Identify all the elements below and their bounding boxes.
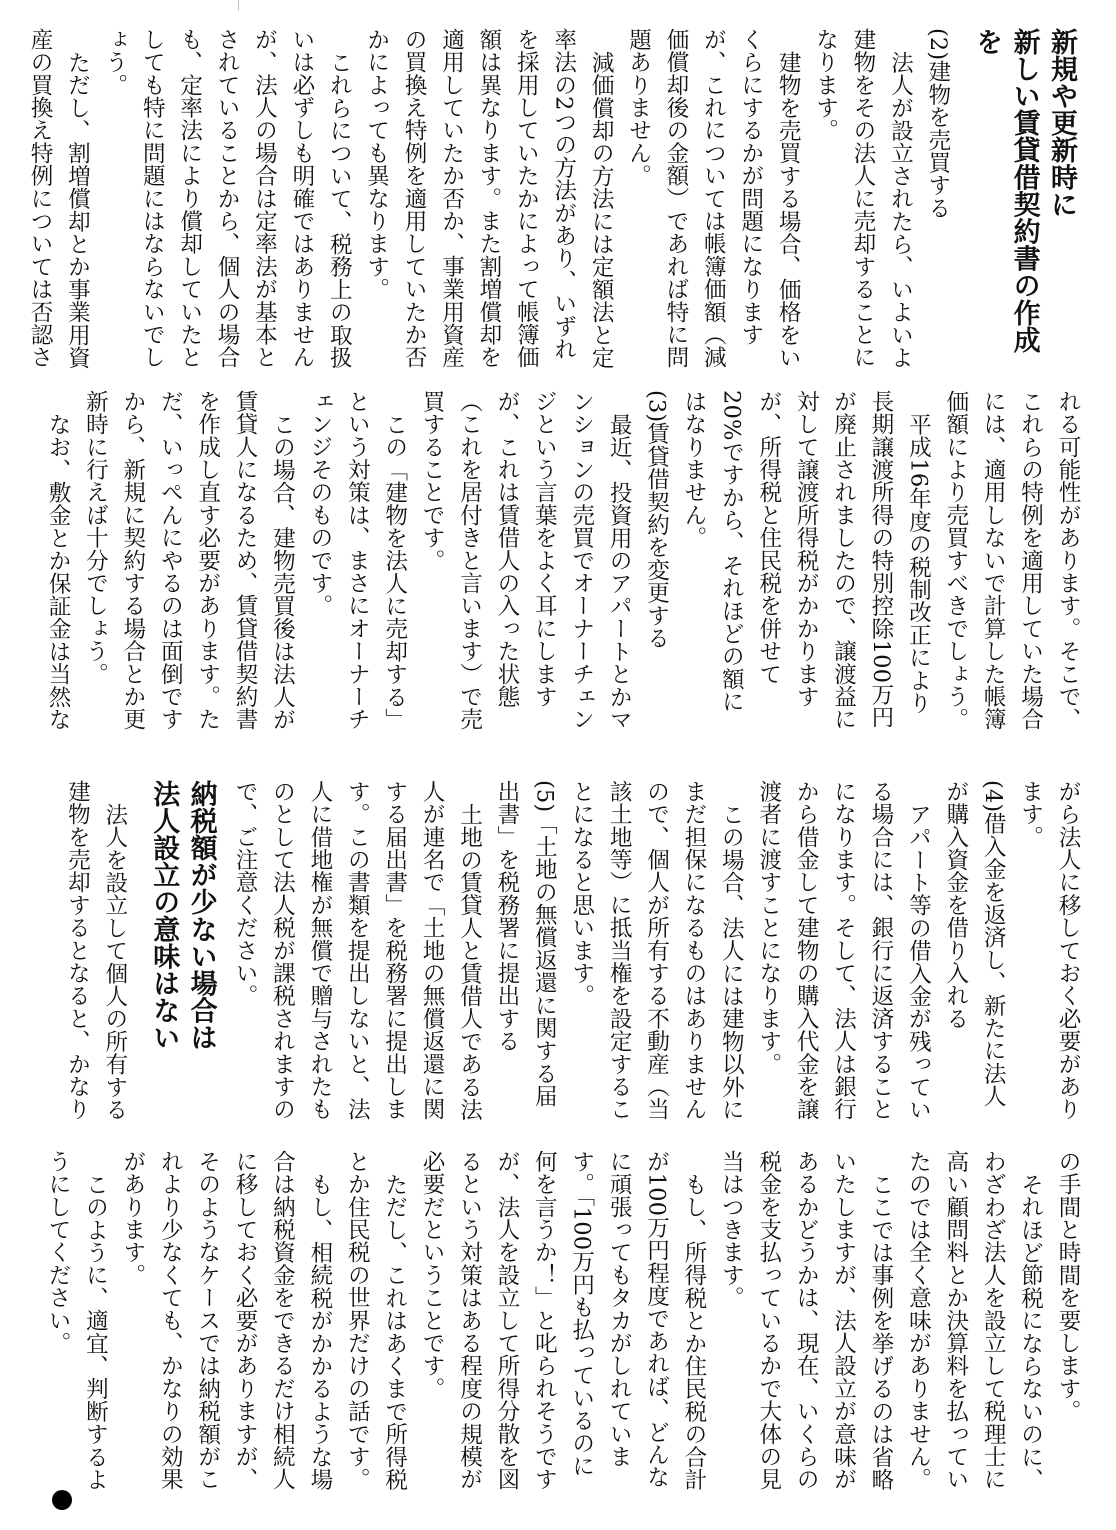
paragraph: ここでは事例を挙げるのは省略いたしますが、法人設立が意味があるかどうかは、現在、いくらの税金を支払っているかで大体の見当はつきます。 [718,1150,894,1491]
paragraph: それほど節税にならないのに、わざわざ法人を設立して税理士に高い顧問料とか決算料を払っていたのでは全く意味がありません。 [905,1150,1044,1491]
paragraph-continued: れる可能性があります。そこで、これらの特例を適用していた場合には、適用しないで計算した帳簿価額により売買すべきでしょう。 [942,390,1081,731]
paragraph: ただし、割増償却とか事業用資産の買換え特例については否認さ [27,28,91,369]
paragraph: これらについて、税務上の取扱いは必ずしも明確ではありませんが、法人の場合は定率法が基本とされていることから、個人の場合も、定率法により償却していたとしても特に問題にはならないでしょう。 [101,28,353,369]
tier-4 [26,1150,1086,1495]
subheading-2: (2)建物を売買する [924,28,951,220]
paragraph: このように、適宜、判断するようにしてください。 [45,1150,109,1491]
paragraph: ただし、これはあくまで所得税とか住民税の世界だけの話です。 [344,1150,408,1491]
subheading-4: (4)借入金を返済し、新たに法人が購入資金を借り入れる [942,780,1007,1108]
paragraph: 土地の賃貸人と賃借人である法人が連名で「土地の無償返還に関する届出書」を税務署に提出します。この書類を提出しないと、法人に借地権が無償で贈与されたものとして法人税が課税されますので、ご注意ください。 [232,780,483,1121]
heading-line-1: 新規や更新時に [1046,28,1077,218]
paragraph: 減価償却の方法には定額法と定率法の2つの方法があり、いずれを採用していたかによって帳簿価額は異なります。また割増償却を適用していたか否か、事業用資産の買換え特例を適用していたか否かによっても異なります。 [363,28,615,369]
paragraph: 建物を売買する場合、価格をいくらにするかが問題になりますが、これについては帳簿価額（減価償却後の金額）であれば特に問題ありません。 [625,28,802,369]
subheading-5: (5)「土地の無償返還に関する届出書」を税務署に提出する [493,780,558,1108]
heading-line-2: 新しい賃貸借契約書の作成を [971,28,1040,354]
paragraph: 平成16年度の税制改正により長期譲渡所得の特別控除100万円が廃止されましたので、譲渡益に対して譲渡所得税がかかりますが、所得税と住民税を併せて20%ですから、それほどの額にはなりません。 [680,390,932,731]
paragraph-continued: がら法人に移しておく必要があります。 [1017,780,1081,1121]
section-heading [145,780,220,1125]
tier-1 [26,28,1086,373]
paragraph: この場合、法人には建物以外にまだ担保になるものはありませんので、個人が所有する不動産（当該土地等）に抵当権を設定することになると思います。 [568,780,745,1121]
paragraph: 最近、投資用のアパートとかマンションの売買でオーナーチェンジという言葉をよく耳にしますが、これは賃借人の入った状態（これを居付きと言います）で売買することです。 [419,390,633,731]
end-mark-icon [52,1490,72,1510]
paragraph: もし、相続税がかかるような場合は納税資金をできるだけ相続人に移しておく必要がありますが、そのようなケースでは納税額がこれより少なくても、かなりの効果があります。 [119,1150,333,1491]
paragraph: なお、敷金とか保証金は当然な [45,412,72,731]
section-heading [968,28,1080,373]
tier-3 [26,780,1086,1125]
paragraph: この「建物を法人に売却する」という対策は、まさにオーナーチェンジそのものです。 [306,390,408,731]
paragraph: もし、所得税とか住民税の合計が100万円程度であれば、どんなに頑張ってもタカがしれています。「100万円も払っているのに何を言うか！」と叱られそうですが、法人を設立して所得分散を図るという対策はある程度の規模が必要だということです。 [419,1150,707,1491]
paragraph: アパート等の借入金が残っている場合には、銀行に返済することになります。そして、法人は銀行から借金して建物の購入代金を譲渡者に渡すことになります。 [755,780,932,1121]
paragraph-continued: の手間と時間を要します。 [1055,1150,1081,1423]
fold-mark [238,0,239,10]
paragraph: この場合、建物売買後は法人が賃貸人になるため、賃貸借契約書を作成し直す必要があります。ただ、いっぺんにやるのは面倒ですから、新規に契約する場合とか更新時に行えば十分でしょう。 [82,390,296,731]
heading-line-2: 法人設立の意味はない [148,780,180,1051]
subheading-3: (3)賃貸借契約を変更する [643,390,670,650]
paragraph: 法人が設立されたら、いよいよ建物をその法人に売却することになります。 [812,28,914,369]
tier-2 [26,390,1086,735]
paragraph: 法人を設立して個人の所有する建物を売却するとなると、かなり [64,780,128,1121]
heading-line-1: 納税額が少ない場合は [185,780,217,1051]
